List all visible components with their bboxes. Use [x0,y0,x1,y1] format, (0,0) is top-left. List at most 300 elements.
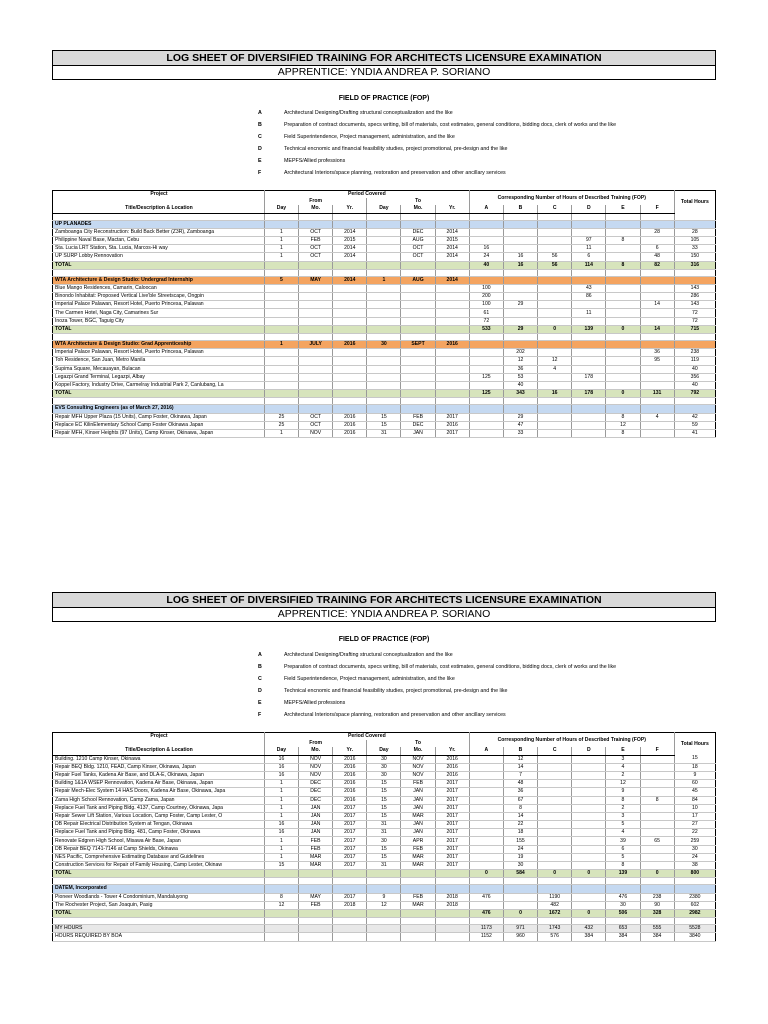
cell: JAN [299,812,333,820]
cell [572,829,606,837]
cell [572,429,606,437]
cell: JAN [401,804,435,812]
cell: 19 [503,853,537,861]
cell: 2 [606,804,640,812]
from-header: From [264,740,366,747]
cell [640,365,674,373]
cell: 4 [538,365,572,373]
cell [572,269,606,276]
cell: 3 [606,812,640,820]
cell [401,293,435,301]
cell: 2017 [333,853,367,861]
cell [572,317,606,325]
cell [572,771,606,779]
cell: 8 [606,236,640,244]
cell [264,398,298,405]
cell [367,365,401,373]
cell: 30 [367,771,401,779]
cell [401,349,435,357]
cell: 8 [606,413,640,421]
cell [503,341,537,349]
cell [503,334,537,341]
fop-title: FIELD OF PRACTICE (FOP) [338,95,430,102]
cell [640,918,674,925]
cell: 31 [367,821,401,829]
cell: JAN [401,788,435,796]
table-row [53,763,716,771]
cell-project: UP PLANADES [53,220,265,228]
cell [503,893,537,901]
cell: 12 [606,780,640,788]
total-row [53,390,716,398]
cell [538,829,572,837]
cell: 259 [674,837,715,845]
cell: 1 [264,812,298,820]
cell [333,301,367,309]
cell [469,788,503,796]
table-row [53,309,716,317]
cell-project: WTA Architecture & Design Studio: Grad Apprenticeship [53,341,265,349]
fop-f-header: F [640,205,674,213]
table-row [53,788,716,796]
cell-project: Sta. Lucia LRT Station, Sta. Lucia, Marcos-Hi way [53,245,265,253]
section-row [53,220,716,228]
cell-project: Blue Mango Residences, Camarin, Caloocan [53,284,265,292]
cell [469,771,503,779]
cell-project [53,334,265,341]
cell: 16 [538,390,572,398]
cell: 2017 [435,837,469,845]
cell: 38 [674,862,715,870]
cell [435,261,469,269]
fop-d-header: D [572,205,606,213]
table-row [53,901,716,909]
cell: 6 [640,245,674,253]
cell: 6 [606,845,640,853]
cell [435,918,469,925]
month-header: Mo. [401,747,435,755]
cell [264,334,298,341]
cell: 16 [503,253,537,261]
cell: 0 [538,325,572,333]
cell: FEB [299,845,333,853]
cell [367,213,401,220]
cell: 17 [674,812,715,820]
cell [538,349,572,357]
cell: 286 [674,293,715,301]
cell [640,405,674,413]
table-row [53,349,716,357]
cell [606,365,640,373]
table-row [53,253,716,261]
cell [640,829,674,837]
cell [606,878,640,885]
cell: FEB [299,901,333,909]
cell: 2014 [435,276,469,284]
fop-item: D Technical encnomic and financial feasibility studies, project promotional, pre-design and the like [258,688,508,694]
cell [640,429,674,437]
sheet-title: LOG SHEET OF DIVERSIFIED TRAINING FOR ARCHITECTS LICENSURE EXAMINATION [53,593,715,608]
cell-project: TOTAL [53,870,265,878]
cell [401,918,435,925]
to-header: To [367,198,469,205]
cell [264,933,298,941]
cell: 11 [572,245,606,253]
cell: 14 [640,301,674,309]
cell [572,398,606,405]
cell [469,837,503,845]
spacer-row [53,398,716,405]
cell-project [53,918,265,925]
cell-project: Building. 1210 Camp Kinser, Okinawa [53,755,265,763]
header-row [53,733,716,741]
cell: 15 [367,780,401,788]
total-row [53,870,716,878]
cell: 2016 [333,341,367,349]
cell [538,878,572,885]
cell: 16 [264,755,298,763]
cell [401,309,435,317]
cell [640,276,674,284]
fop-a-header: A [469,747,503,755]
cell [333,398,367,405]
cell: 22 [674,829,715,837]
cell: 30 [503,862,537,870]
cell [299,918,333,925]
cell [435,301,469,309]
cell-project: Zama High School Rennovation, Camp Zama, Japan [53,796,265,804]
cell-project: The Carmen Hotel, Naga City, Camarines Sur [53,309,265,317]
cell: 2017 [333,837,367,845]
cell [572,885,606,893]
table-row [53,755,716,763]
cell: 25 [264,421,298,429]
cell [333,870,367,878]
table-row [53,821,716,829]
cell: 41 [674,429,715,437]
cell-project: Imperial Palace Palawan, Resort Hotel, Puerto Princesa, Palawan [53,349,265,357]
cell [503,317,537,325]
cell-project: Repair Fuel Tanks, Kadena Air Base, and DLA-E, Okinawa, Japan [53,771,265,779]
cell [435,334,469,341]
cell: 1 [264,845,298,853]
cell [299,301,333,309]
cell [572,213,606,220]
cell [299,381,333,389]
cell: 2014 [435,253,469,261]
cell: 715 [674,325,715,333]
cell: 533 [469,325,503,333]
cell [640,373,674,381]
cell: DEC [401,421,435,429]
cell: 15 [367,788,401,796]
cell [640,293,674,301]
cell [469,381,503,389]
cell [435,405,469,413]
cell: JAN [299,804,333,812]
log-sheet-1 [52,50,716,475]
cell [572,413,606,421]
fop-e-header: E [606,747,640,755]
cell: 4 [640,413,674,421]
cell: 602 [674,901,715,909]
cell: 482 [538,901,572,909]
cell: 30 [367,763,401,771]
cell: 48 [640,253,674,261]
cell [299,933,333,941]
cell [367,405,401,413]
cell: 800 [674,870,715,878]
cell: OCT [401,253,435,261]
cell: DEC [401,228,435,236]
cell [538,845,572,853]
cell [469,804,503,812]
cell: 28 [674,228,715,236]
cell [264,405,298,413]
cell [299,317,333,325]
cell: 584 [503,870,537,878]
cell: NOV [299,429,333,437]
cell [469,413,503,421]
cell [435,381,469,389]
cell: 47 [503,421,537,429]
cell: 0 [503,909,537,917]
cell: 1672 [538,909,572,917]
fop-item: D Technical encnomic and financial feasibility studies, project promotional, pre-design and the like [258,146,508,152]
cell: 0 [572,870,606,878]
cell [264,885,298,893]
table-row [53,780,716,788]
cell: 1743 [538,925,572,933]
cell [299,405,333,413]
cell [503,245,537,253]
cell: DEC [299,780,333,788]
month-header: Mo. [299,747,333,755]
cell [469,398,503,405]
cell [333,293,367,301]
cell [367,381,401,389]
cell [538,398,572,405]
cell: SEPT [401,341,435,349]
cell-project: DATEM, Incorporated [53,885,265,893]
fop-item: A Architectural Designing/Drafting structural conceptualization and the like [258,110,453,116]
cell [469,780,503,788]
cell [572,796,606,804]
fop-item: A Architectural Designing/Drafting structural conceptualization and the like [258,652,453,658]
cell: 72 [674,309,715,317]
cell: 36 [640,349,674,357]
cell [264,293,298,301]
cell [538,885,572,893]
table-row [53,845,716,853]
cell-project: TOTAL [53,325,265,333]
cell [640,334,674,341]
cell [401,301,435,309]
cell [674,878,715,885]
cell: 2016 [333,796,367,804]
cell [401,925,435,933]
cell: 67 [503,796,537,804]
cell: MAR [401,853,435,861]
cell: 12 [367,901,401,909]
fop-e-header: E [606,205,640,213]
cell [367,357,401,365]
cell [435,213,469,220]
cell: 2017 [435,413,469,421]
section-row [53,341,716,349]
spacer-row [53,334,716,341]
cell [264,878,298,885]
cell [264,381,298,389]
cell: 5 [606,853,640,861]
cell: 30 [367,837,401,845]
cell [401,878,435,885]
cell [640,269,674,276]
cell: FEB [401,893,435,901]
cell [572,276,606,284]
total-row [53,909,716,917]
cell [674,276,715,284]
cell: 178 [572,373,606,381]
table-row [53,293,716,301]
cell-project: Repair Sewer Lift Station, Various Location, Camp Foster, Camp Lester, O [53,812,265,820]
cell: 16 [469,245,503,253]
period-covered-header: Period Covered [264,733,469,741]
cell [435,325,469,333]
cell [469,220,503,228]
cell: 384 [572,933,606,941]
cell: 238 [640,893,674,901]
cell: 2 [606,771,640,779]
cell [640,341,674,349]
hours-caption-header: Corresponding Number of Hours of Described Training (FOP) [469,191,674,206]
cell [503,284,537,292]
cell: 33 [674,245,715,253]
cell [401,870,435,878]
cell [606,349,640,357]
cell [572,357,606,365]
cell [572,755,606,763]
cell [538,269,572,276]
cell: 25 [264,413,298,421]
cell [367,885,401,893]
cell: 3840 [674,933,715,941]
cell [299,284,333,292]
cell: 143 [674,301,715,309]
cell: JAN [299,829,333,837]
cell [333,220,367,228]
cell: 343 [503,390,537,398]
fop-item: C Field Superintendence, Project management, administration, and the like [258,676,455,682]
cell-project: TOTAL [53,390,265,398]
cell: NOV [299,763,333,771]
cell [264,909,298,917]
cell: 576 [538,933,572,941]
year-header: Yr. [435,205,469,213]
cell [572,918,606,925]
cell [299,325,333,333]
cell [333,885,367,893]
cell: JAN [401,829,435,837]
month-header: Mo. [401,205,435,213]
cell-project: Repair MFH, Kinser Heights (97 Units), Camp Kinser, Okinawa, Japan [53,429,265,437]
cell: 2017 [435,796,469,804]
cell [538,413,572,421]
cell: NOV [401,763,435,771]
cell: 178 [572,390,606,398]
cell: 28 [640,228,674,236]
apprentice-name: APPRENTICE: YNDIA ANDREA P. SORIANO [277,66,491,78]
cell [572,893,606,901]
fop-f-header: F [640,747,674,755]
cell [264,284,298,292]
table-row [53,812,716,820]
cell-project [53,213,265,220]
table-row [53,365,716,373]
cell: 15 [367,812,401,820]
cell [572,301,606,309]
cell: 2017 [435,845,469,853]
cell: 2016 [333,421,367,429]
cell [367,220,401,228]
day-header: Day [367,205,401,213]
cell-project: Construction Services for Repair of Family Housing, Camp Lester, Okinaw [53,862,265,870]
cell: 2016 [333,755,367,763]
cell [469,878,503,885]
cell: 56 [538,253,572,261]
cell: 8 [640,796,674,804]
cell [299,269,333,276]
cell [299,220,333,228]
cell: 2982 [674,909,715,917]
cell: 1 [264,236,298,244]
cell: 2017 [435,812,469,820]
cell [572,878,606,885]
cell [538,228,572,236]
cell: 2017 [333,804,367,812]
cell: 971 [503,925,537,933]
cell: 16 [503,261,537,269]
cell-project: Replace EC KilinElementary School Camp Foster Okinawa Japan [53,421,265,429]
cell: 476 [469,909,503,917]
cell: JAN [401,796,435,804]
cell: AUG [401,276,435,284]
cell: 15 [367,804,401,812]
cell [299,885,333,893]
cell [538,788,572,796]
cell: 40 [674,365,715,373]
cell [333,373,367,381]
cell [572,220,606,228]
cell: 12 [606,421,640,429]
cell: 328 [640,909,674,917]
cell [367,870,401,878]
cell: 31 [367,862,401,870]
cell: 16 [264,821,298,829]
cell [333,309,367,317]
cell [299,373,333,381]
spacer-row [53,213,716,220]
cell: 12 [538,357,572,365]
required-hours-row [53,933,716,941]
table-row [53,429,716,437]
cell [572,421,606,429]
cell [503,901,537,909]
cell: 555 [640,925,674,933]
section-row [53,885,716,893]
cell [538,853,572,861]
cell [401,933,435,941]
